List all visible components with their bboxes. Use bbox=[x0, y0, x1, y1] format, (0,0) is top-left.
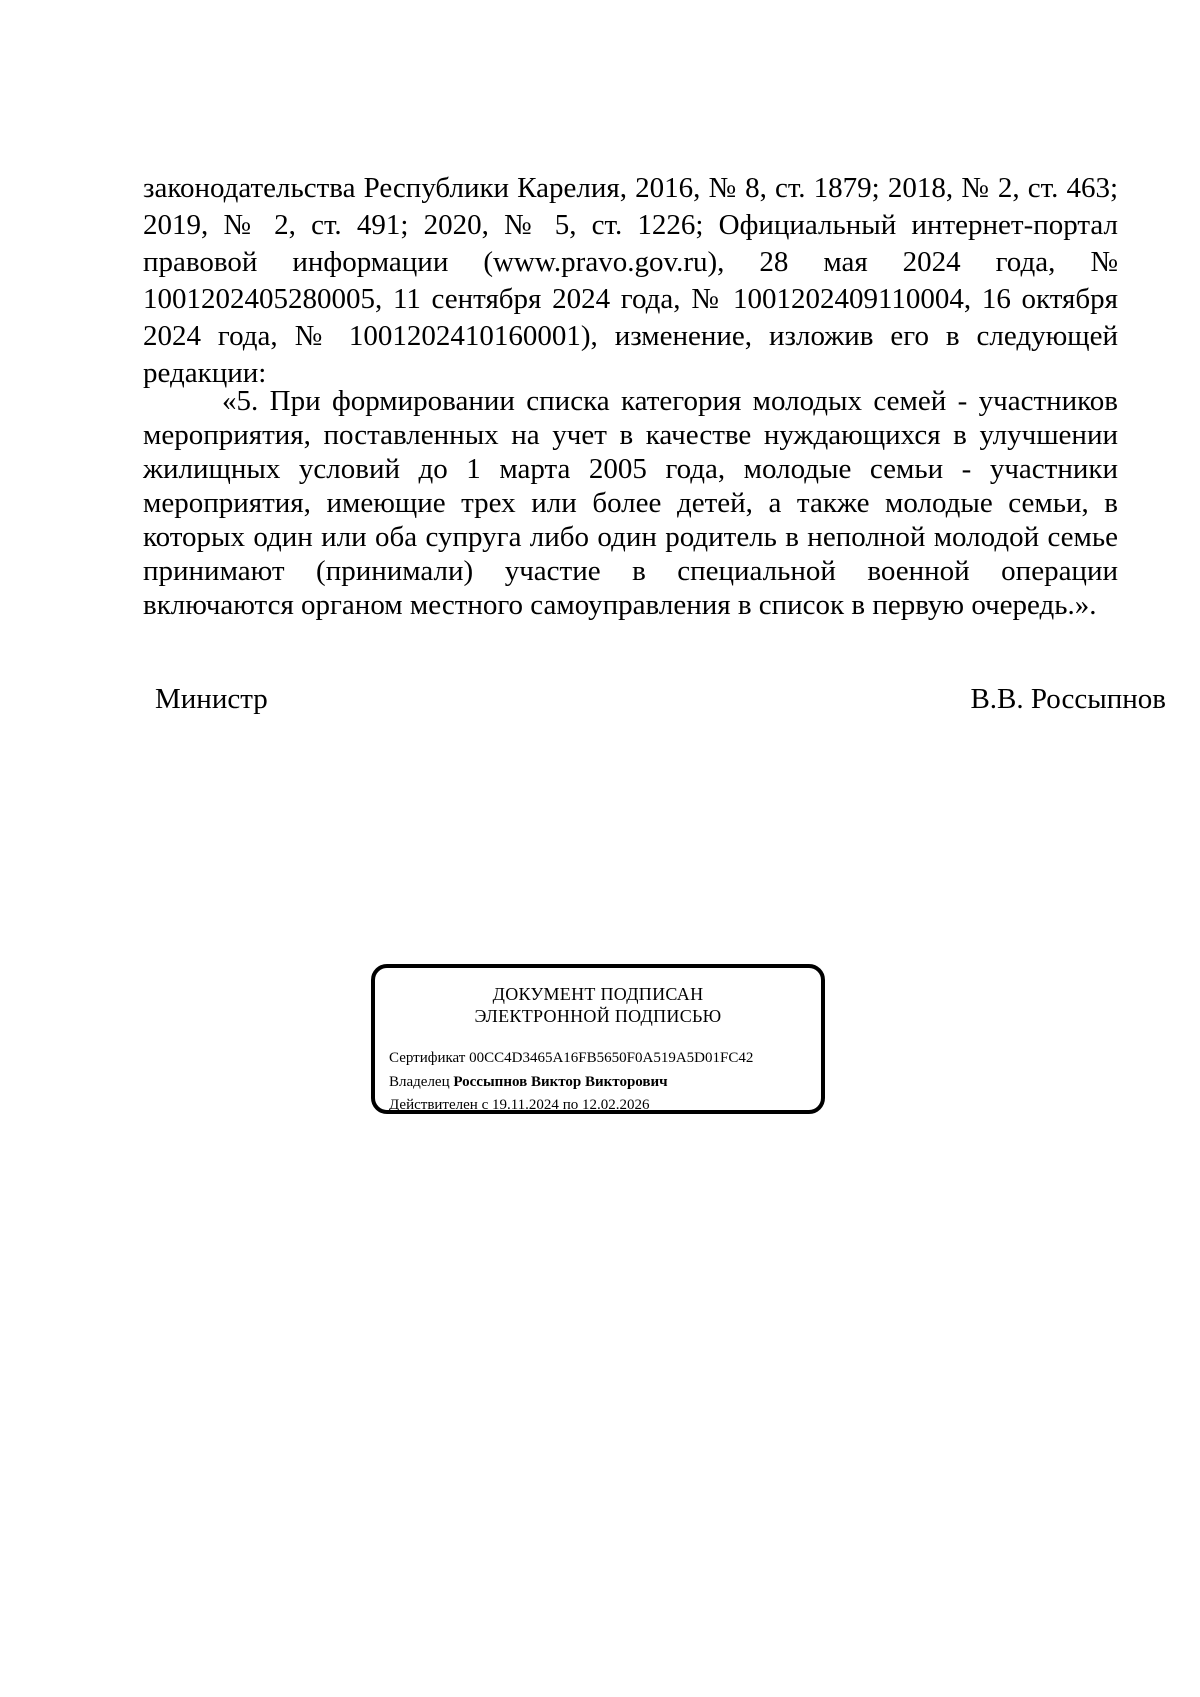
stamp-valid-from-prefix: с bbox=[481, 1097, 489, 1113]
stamp-title-line-1: ДОКУМЕНТ ПОДПИСАН bbox=[492, 984, 704, 1004]
signatory-position: Министр bbox=[155, 683, 268, 715]
stamp-owner-value: Россыпнов Виктор Викторович bbox=[453, 1074, 668, 1090]
signatory-name: В.В. Россыпнов bbox=[970, 683, 1166, 715]
stamp-owner-label: Владелец bbox=[389, 1074, 450, 1090]
electronic-signature-stamp bbox=[371, 964, 825, 1114]
stamp-certificate-row bbox=[389, 1048, 753, 1068]
stamp-valid-to: 12.02.2026 bbox=[581, 1097, 650, 1113]
paragraph-intro: законодательства Республики Карелия, 2016, № 8, ст. 1879; 2018, № 2, ст. 463; 2019, № 2, ст. 491; 2020, № 5, ст. 1226; Официальный интернет-портал правовой информации (www.pravo.gov.ru), 28 мая 2024 года, № 1001202405280005, 11 сентября 2024 года, № 1001202409110004, 16 октября 2024 года, № 1001202410160001), изменение, изложив его в следующей редакции: bbox=[143, 172, 1118, 389]
stamp-owner-row bbox=[389, 1072, 668, 1092]
stamp-certificate-value: 00CC4D3465A16FB5650F0A519A5D01FC42 bbox=[469, 1050, 754, 1066]
stamp-validity-row bbox=[389, 1095, 649, 1115]
stamp-certificate-label: Сертификат bbox=[389, 1050, 466, 1066]
paragraph-amendment-quote: «5. При формировании списка категория молодых семей - участников мероприятия, поставленных на учет в качестве нуждающихся в улучшении жилищных условий до 1 марта 2005 года, молодые семьи - участники мероприятия, имеющие трех или более детей, а также молодые семьи, в которых один или оба супруга либо один родитель в неполной молодой семье принимают (принимали) участие в специальной военной операции включаются органом местного самоуправления в список в первую очередь.». bbox=[143, 385, 1118, 621]
stamp-valid-label: Действителен bbox=[389, 1097, 478, 1113]
stamp-valid-from: 19.11.2024 bbox=[491, 1097, 559, 1113]
stamp-title-line-2: ЭЛЕКТРОННОЙ ПОДПИСЬЮ bbox=[474, 1006, 722, 1026]
stamp-valid-to-prefix: по bbox=[562, 1097, 579, 1113]
